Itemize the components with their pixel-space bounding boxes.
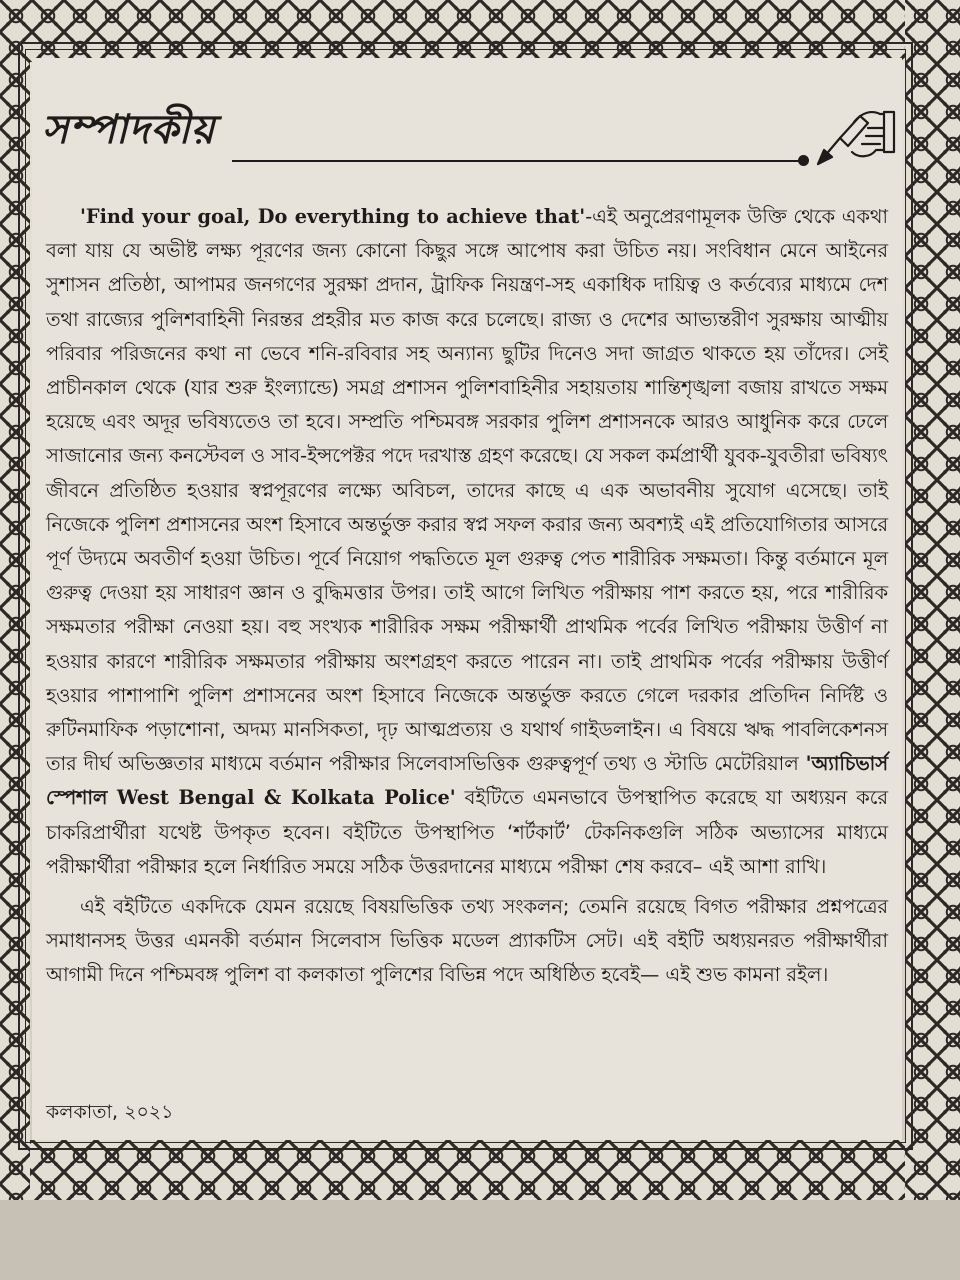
paragraph-1 [46,200,888,884]
editorial-content [32,58,902,1140]
heading-underline-dot [798,155,809,166]
paragraph-1-end: বইটিতে এমনভাবে উপস্থাপিত করেছে যা অধ্যয়ন করে চাকরিপ্রার্থীরা যথেষ্ট উপকৃত হবেন। বইটিতে উপস্থাপিত ‘শর্টকার্ট’ টেকনিকগুলি সঠিক অভ্যাসের মাধ্যমে পরীক্ষার্থীরা পরীক্ষার হলে নির্ধারিত সময়ে সঠিক উত্তরদানের মাধ্যমে পরীক্ষা শেষ করবে– এই আশা রাখি। [46,786,888,878]
editorial-body [46,200,888,993]
editorial-heading: সম্পাদকীয় [42,106,216,153]
ornamental-border-right [905,0,960,1200]
heading-underline [232,160,802,162]
signoff-place-year: কলকাতা, ২০২১ [46,1101,174,1123]
heading-row [32,98,902,178]
opening-quote: 'Find your goal, Do everything to achieve that' [80,205,586,228]
hand-writing-pen-icon [814,98,896,170]
page-margin-bottom [0,1200,960,1280]
paragraph-2: এই বইটিতে একদিকে যেমন রয়েছে বিষয়ভিত্তিক তথ্য সংকলন; তেমনি রয়েছে বিগত পরীক্ষার প্রশ্নপত্রের সমাধানসহ উত্তর এমনকী বর্তমান সিলেবাস ভিত্তিক মডেল প্র্যাকটিস সেট। এই বইটি অধ্যয়নরত পরীক্ষার্থীরা আগামী দিনে পশ্চিমবঙ্গ পুলিশ বা কলকাতা পুলিশের বিভিন্ন পদে অধিষ্ঠিত হবেই— এই শুভ কামনা রইল। [46,895,888,987]
paragraph-1-text: -এই অনুপ্রেরণামূলক উক্তি থেকে একথা বলা যায় যে অভীষ্ট লক্ষ্য পূরণের জন্য কোনো কিছুর সঙ্গে আপোষ করা উচিত নয়। সংবিধান মেনে আইনের সুশাসন প্রতিষ্ঠা, আপামর জনগণের সুরক্ষা প্রদান, ট্রাফিক নিয়ন্ত্রণ-সহ একাধিক দায়িত্ব ও কর্তব্যের মাধ্যমে দেশ তথা রাজ্যের পুলিশবাহিনী নিরন্তর প্রহরীর মত কাজ করে চলেছে। রাজ্য ও দেশের আভ্যন্তরীণ সুরক্ষায় আত্মীয় পরিবার পরিজনের কথা না ভেবে শনি-রবিবার সহ অন্যান্য ছুটির দিনেও সদা জাগ্রত থাকতে হয় তাঁদের। সেই প্রাচীনকাল থেকে (যার শুরু ইংল্যান্ডে) সমগ্র প্রশাসন পুলিশবাহিনীর সহায়তায় শান্তিশৃঙ্খলা বজায় রাখতে সক্ষম হয়েছে এবং অদূর ভবিষ্যতেও তা হবে। সম্প্রতি পশ্চিমবঙ্গ সরকার পুলিশ প্রশাসনকে আরও আধুনিক করে ঢেলে সাজানোর জন্য কনস্টেবল ও সাব-ইন্সপেক্টর পদে দরখাস্ত গ্রহণ করেছে। যে সকল কর্মপ্রার্থী যুবক-যুবতীরা ভবিষ্যৎ জীবনে প্রতিষ্ঠিত হওয়ার স্বপ্নপূরণের লক্ষ্যে অবিচল, তাদের কাছে এ এক অভাবনীয় সুযোগ এসেছে। তাই নিজেকে পুলিশ প্রশাসনের অংশ হিসাবে অন্তর্ভুক্ত করার স্বপ্ন সফল করার জন্য অবশ্যই এই প্রতিযোগিতার আসরে পূর্ণ উদ্যমে অবতীর্ণ হওয়া উচিত। পূর্বে নিয়োগ পদ্ধতিতে মূল গুরুত্ব পেত শারীরিক সক্ষমতা। কিন্তু বর্তমানে মূল গুরুত্ব দেওয়া হয় সাধারণ জ্ঞান ও বুদ্ধিমত্তার উপর। তাই আগে লিখিত পরীক্ষায় পাশ করতে হয়, পরে শারীরিক সক্ষমতার পরীক্ষা নেওয়া হয়। বহু সংখ্যক শারীরিক সক্ষম পরীক্ষার্থী প্রাথমিক পর্বের লিখিত পরীক্ষায় উত্তীর্ণ না হওয়ার কারণে শারীরিক সক্ষমতার পরীক্ষায় অংশগ্রহণ করতে পারেন না। তাই প্রাথমিক পর্বের পরীক্ষায় উত্তীর্ণ হওয়ার পাশাপাশি পুলিশ প্রশাসনের অংশ হিসাবে নিজেকে অন্তর্ভুক্ত করতে গেলে দরকার প্রতিদিন নির্দিষ্ট ও রুটিনমাফিক পড়াশোনা, অদম্য মানসিকতা, দৃঢ় আত্মপ্রত্যয় ও যথার্থ গাইডলাইন। এ বিষয়ে ঋদ্ধ পাবলিকেশনস তার দীর্ঘ অভিজ্ঞতার মাধ্যমে বর্তমান পরীক্ষার সিলেবাসভিত্তিক গুরুত্বপূর্ণ তথ্য ও স্টাডি মেটেরিয়াল [46,205,889,776]
book-title: 'অ্যাচিভার্স স্পেশাল West Bengal & Kolkata Police' [46,752,888,810]
